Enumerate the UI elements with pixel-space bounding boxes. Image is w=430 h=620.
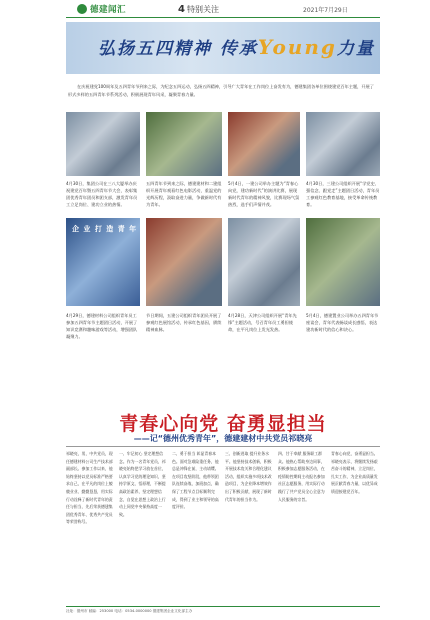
page-footer: 社址：德州市 邮编：253000 电话：0534-0000000 德建集团企业文化部主办 [66,606,380,614]
photo-caption: 节日期间，五建公司组织青年团员开展了参观红色展馆活动，传承红色基因，赓续精神血脉。 [146,313,222,332]
photo-speech [228,112,300,176]
article-column: 祁晓亮，男，中共党员，现任德建材料公司生产技术部副部长。参加工作以来，他始终坚持以党员标准严格要求自己，在平凡的岗位上兢兢业业、勤勤恳恳，用实际行动诠释了新时代青年的责任与担当，先后荣获德建集团优秀青年、优秀共产党员等荣誉称号。 [66,451,113,525]
banner-title [98,34,375,59]
photo-forum [306,218,380,306]
photo-caption: 5月4日，一建公司举办主题为“青春心向党，建功新时代”的演讲比赛，展现新时代青年的精神风貌，比赛现场气氛热烈，选手们声情并茂。 [228,181,300,207]
photo-caption: 5月4日，德建置业公司举办五四青年节座谈会，青年代表畅谈成长感悟，表达建功新时代的信心和决心。 [306,313,379,332]
banner-title-young: Young [257,35,337,59]
brand-name: 德建闻汇 [90,5,127,15]
page-number: 4 [178,4,185,15]
photo-visit [306,112,380,176]
photo-caption: 4月30日，集团公司在三八大厦举办庆祝建党百年暨五四青年节大会，表彰集团优秀青年团员和团支部，激发青年员工立足岗位、建功立业的热情。 [66,181,138,207]
article-headline: 青春心向党 奋勇显担当 [119,413,327,435]
header-rule [66,17,380,18]
banner-title-right: 力量 [336,39,375,59]
article-column: 三、创新进取 提升业务水平。他坚持技术创新，积极开展技术攻关和合理化建议活动，组织实施多项技术改造项目，为企业降本增效作出了积极贡献，展现了新时代青年的担当作为。 [225,451,272,502]
page-section-name: 特别关注 [186,5,219,14]
photo-meeting [66,112,140,176]
photo-activity [228,218,300,306]
photo-caption: 4月28日，天津公司组织开展“青年先锋”主题活动，号召青年员工勇担使命，在平凡岗位上发光发热。 [228,313,297,332]
article-subheadline: ——记“德州优秀青年”，德建建材中共党员祁晓亮 [133,434,313,443]
photo-exhibit [146,218,222,306]
masthead-logo [77,3,126,15]
intro-paragraph: 在庆祝建党100周年及五四青年节到来之际，为纪念五四运动，弘扬五四精神，引导广大青年在工作岗位上奋发有为，德建集团各单位围绕建党百年主题，开展了形式多样的五四青年节系列活动，积极展现青年风采，凝聚青春力量。 [68,84,374,97]
photo-caption: 4月30日，三建公司组织开展“学党史、强信念、跟党走”主题团日活动，青年员工参观红色教育基地，接受革命传统教育。 [306,181,380,207]
article-body [66,450,380,600]
photo-sign-text: 企 业 打 造 青 年 [72,225,138,233]
photo-sign [66,218,140,306]
article-column: 一、牢记初心 坚定理想信念。作为一名青年党员，祁晓亮始终把学习放在首位，认真学习党的理论知识，坚持学原文、悟原理，不断提高政治素养，坚定理想信念，自觉在思想上政治上行动上同党中央保持高度一致。 [119,451,166,517]
article-column: 青春心向党，奋勇显担当。祁晓亮表示，将继续发扬艰苦奋斗的精神，立足岗位，扎实工作，为企业高质量发展贡献青春力量，以优异成绩迎接建党百年。 [331,451,378,494]
article-column: 二、勇于担当 彰显青春本色。面对急难险重任务，他总是冲锋在前，主动请缨。在项目攻坚阶段，他带领团队连续奋战，加班加点，确保了工程节点目标顺利完成，得到了业主和领导的高度评价。 [172,451,219,510]
headline-rule [66,446,380,447]
banner-title-left: 弘扬五四精神 传承 [98,39,258,59]
brand-logo-icon [77,4,87,14]
article-column: 四、甘于奉献 服务职工群众。他热心帮助身边同事，积极参加志愿服务活动，在疫情防控期间主动报名参加社区志愿服务，用实际行动践行了共产党员全心全意为人民服务的宗旨。 [278,451,325,502]
page-header [178,4,219,15]
photo-caption: 五四青年节到来之际，德建建材和二建组织开展青年观看红色电影活动，重温党的光辉历程，汲取奋进力量，争做新时代有为青年。 [146,181,222,207]
photo-caption: 4月29日，德建材料公司组织青年员工参加五四青年节主题团日活动，开展了知识竞赛和趣味游戏等活动，增强团队凝聚力。 [66,313,138,339]
photo-movie [146,112,222,176]
issue-date: 2021年7月29日 [303,7,348,14]
